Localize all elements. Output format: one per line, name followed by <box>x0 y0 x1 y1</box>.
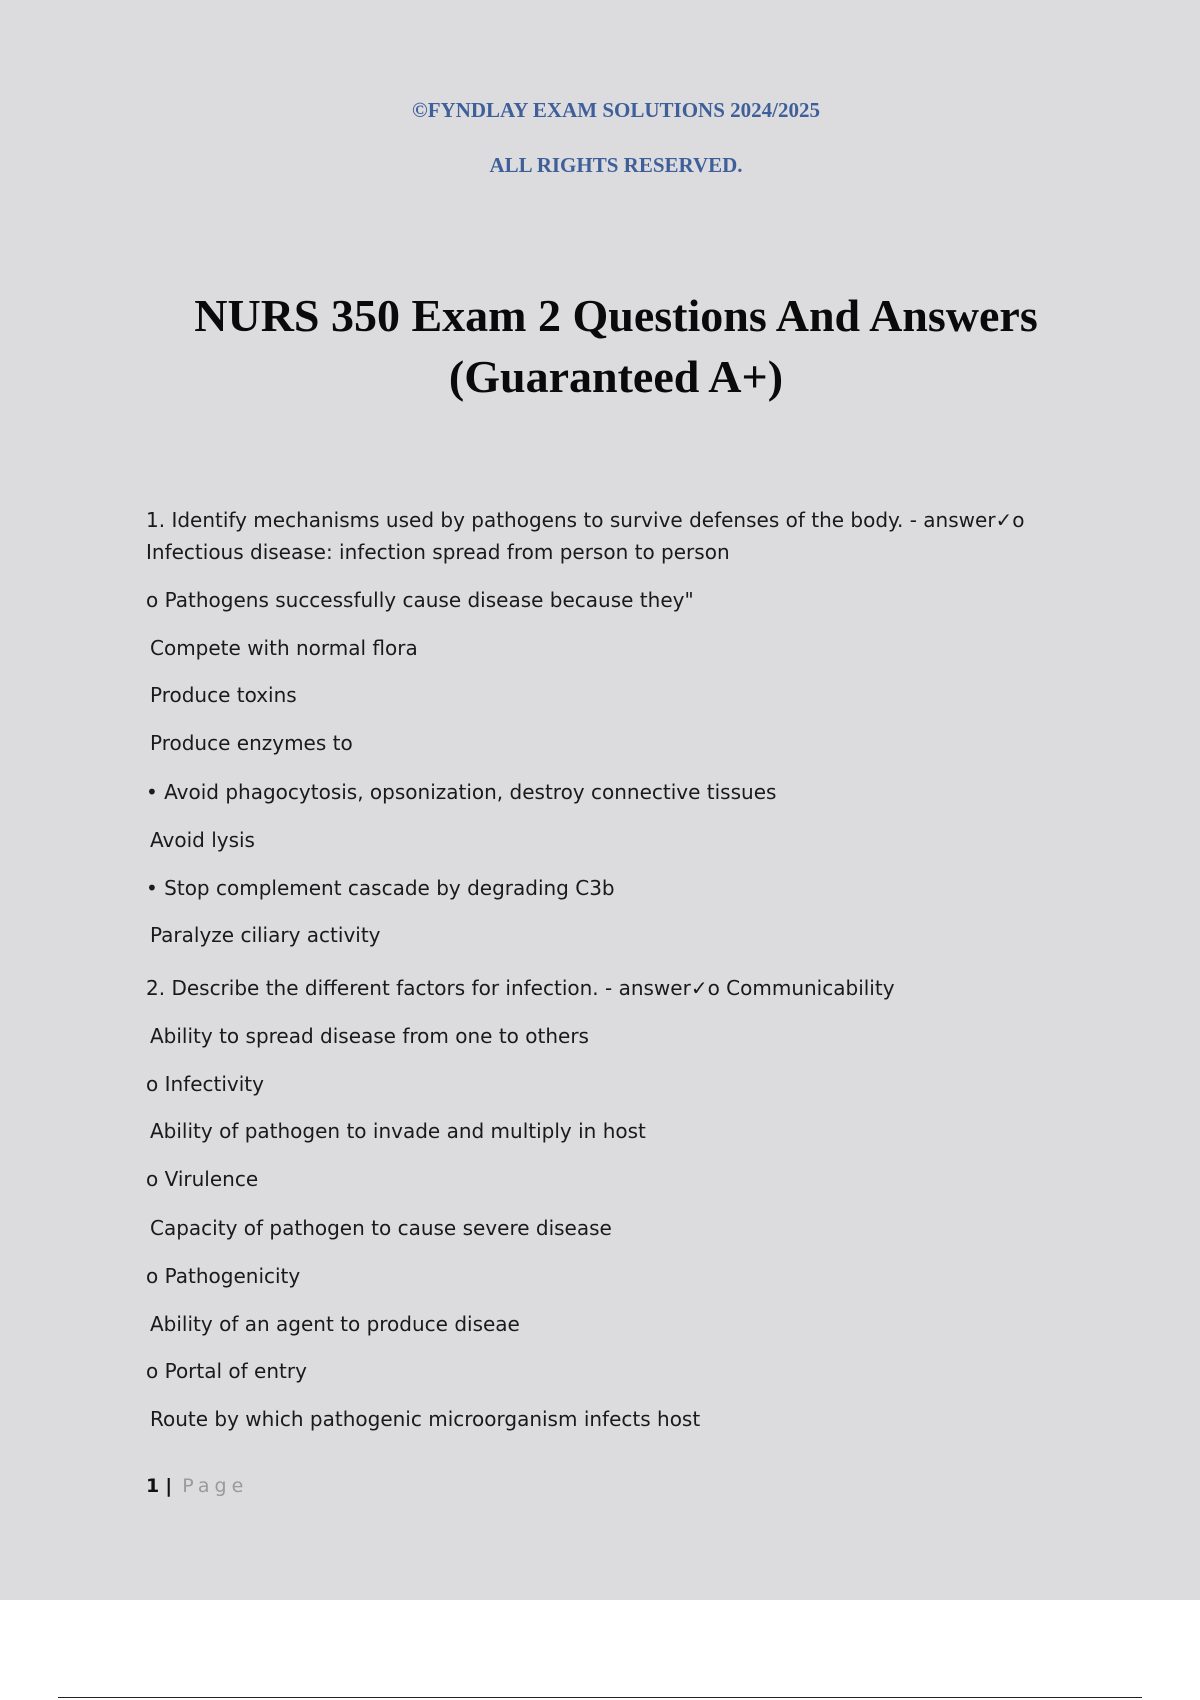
answer-line: Route by which pathogenic microorganism infects host <box>150 1407 701 1431</box>
copyright-header: ©FYNDLAY EXAM SOLUTIONS 2024/2025 <box>412 98 820 122</box>
page-separator: | <box>165 1475 173 1497</box>
answer-line: Produce enzymes to <box>150 731 353 755</box>
document-title <box>0 285 1200 407</box>
answer-line: Paralyze ciliary activity <box>150 923 381 947</box>
page-label: Page <box>182 1475 249 1497</box>
answer-line: Compete with normal flora <box>150 636 418 660</box>
answer-bullet: • Stop complement cascade by degrading C3b <box>146 876 615 900</box>
answer-line: o Pathogenicity <box>146 1264 301 1288</box>
title-line-1: NURS 350 Exam 2 Questions And Answers <box>194 290 1038 341</box>
rights-reserved-header: ALL RIGHTS RESERVED. <box>489 153 743 177</box>
answer-line: Produce toxins <box>150 683 297 707</box>
answer-line: o Infectivity <box>146 1072 264 1096</box>
question-1-line-2: Infectious disease: infection spread from person to person <box>146 540 730 564</box>
question-1-line-1: 1. Identify mechanisms used by pathogens to survive defenses of the body. - answer✓o <box>146 508 1025 532</box>
page-number: 1 <box>146 1475 160 1497</box>
answer-line: Ability of an agent to produce diseae <box>150 1312 520 1336</box>
answer-line: Avoid lysis <box>150 828 255 852</box>
answer-line: o Virulence <box>146 1167 259 1191</box>
answer-line: o Portal of entry <box>146 1359 307 1383</box>
page-footer <box>146 1475 248 1497</box>
answer-line: Ability of pathogen to invade and multiply in host <box>150 1119 646 1143</box>
title-line-2: (Guaranteed A+) <box>448 351 784 402</box>
divider-line <box>58 1697 1142 1698</box>
answer-line: o Pathogens successfully cause disease because they" <box>146 588 694 612</box>
answer-bullet: • Avoid phagocytosis, opsonization, destroy connective tissues <box>146 780 777 804</box>
question-2: 2. Describe the different factors for infection. - answer✓o Communicability <box>146 976 895 1000</box>
answer-line: Capacity of pathogen to cause severe disease <box>150 1216 612 1240</box>
answer-line: Ability to spread disease from one to others <box>150 1024 589 1048</box>
